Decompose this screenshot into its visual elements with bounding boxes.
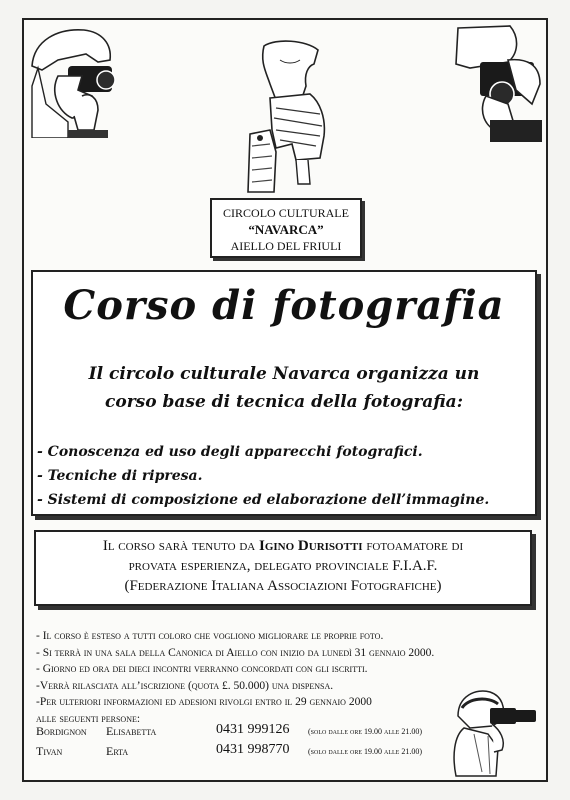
detail-line: - Si terrà in una sala della Canonica di Aiello con inizio da lunedì 31 gennaio 2000.	[36, 646, 435, 659]
detail-line: alle seguenti persone:	[36, 712, 141, 725]
teacher-line-3: (Federazione Italiana Associazioni Fotografiche)	[124, 578, 442, 594]
detail-line: - Il corso è esteso a tutti coloro che vogliono migliorare le proprie foto.	[36, 630, 384, 642]
course-intro-line-1: Il circolo culturale Navarca organizza un	[88, 364, 480, 384]
course-info-box	[31, 270, 537, 516]
photographer-illustration-right	[450, 24, 542, 142]
photographer-illustration-left	[28, 26, 120, 138]
course-title: Corso di fotografia	[63, 282, 505, 329]
contact-row	[36, 744, 456, 762]
teacher-info-box	[34, 530, 532, 606]
contact-phone: 0431 998770	[216, 742, 290, 757]
contact-last-name: Erta	[106, 744, 129, 758]
topic-item: - Sistemi di composizione ed elaborazione dell’immagine.	[37, 492, 490, 508]
contact-hours: (solo dalle ore 19.00 alle 21.00)	[308, 727, 422, 736]
course-details	[36, 628, 456, 727]
teacher-name: Igino Durisotti	[259, 538, 363, 554]
detail-line: -Verrà rilasciata all’iscrizione (quota £. 50.000) una dispensa.	[36, 679, 334, 692]
photographer-illustration-bottom	[448, 686, 538, 778]
teacher-line-1	[36, 538, 530, 555]
club-name-box	[210, 198, 362, 258]
contact-row	[36, 724, 456, 742]
teacher-line-1-pre: Il corso sarà tenuto da	[102, 538, 256, 554]
topic-item: - Tecniche di ripresa.	[37, 468, 203, 484]
topic-item: - Conoscenza ed uso degli apparecchi fotografici.	[37, 444, 423, 460]
club-line-2: “NAVARCA”	[248, 222, 324, 237]
contact-phone: 0431 999126	[216, 722, 290, 737]
statue-illustration	[236, 34, 340, 194]
club-line-3: AIELLO DEL FRIULI	[230, 239, 342, 253]
detail-line: -Per ulteriori informazioni ed adesioni rivolgi entro il 29 gennaio 2000	[36, 696, 372, 708]
detail-line: - Giorno ed ora dei dieci incontri verranno concordati con gli iscritti.	[36, 663, 368, 675]
contact-first-name: Tivan	[36, 744, 63, 758]
teacher-line-2: provata esperienza, delegato provinciale F.I.A.F.	[128, 558, 438, 574]
contact-first-name: Bordignon	[36, 724, 87, 738]
club-line-1: CIRCOLO CULTURALE	[223, 206, 349, 220]
course-intro-line-2: corso base di tecnica della fotografia:	[105, 392, 463, 412]
contact-last-name: Elisabetta	[106, 724, 157, 738]
teacher-line-1-post: fotoamatore di	[366, 538, 464, 554]
contact-hours: (solo dalle ore 19.00 alle 21.00)	[308, 747, 422, 756]
